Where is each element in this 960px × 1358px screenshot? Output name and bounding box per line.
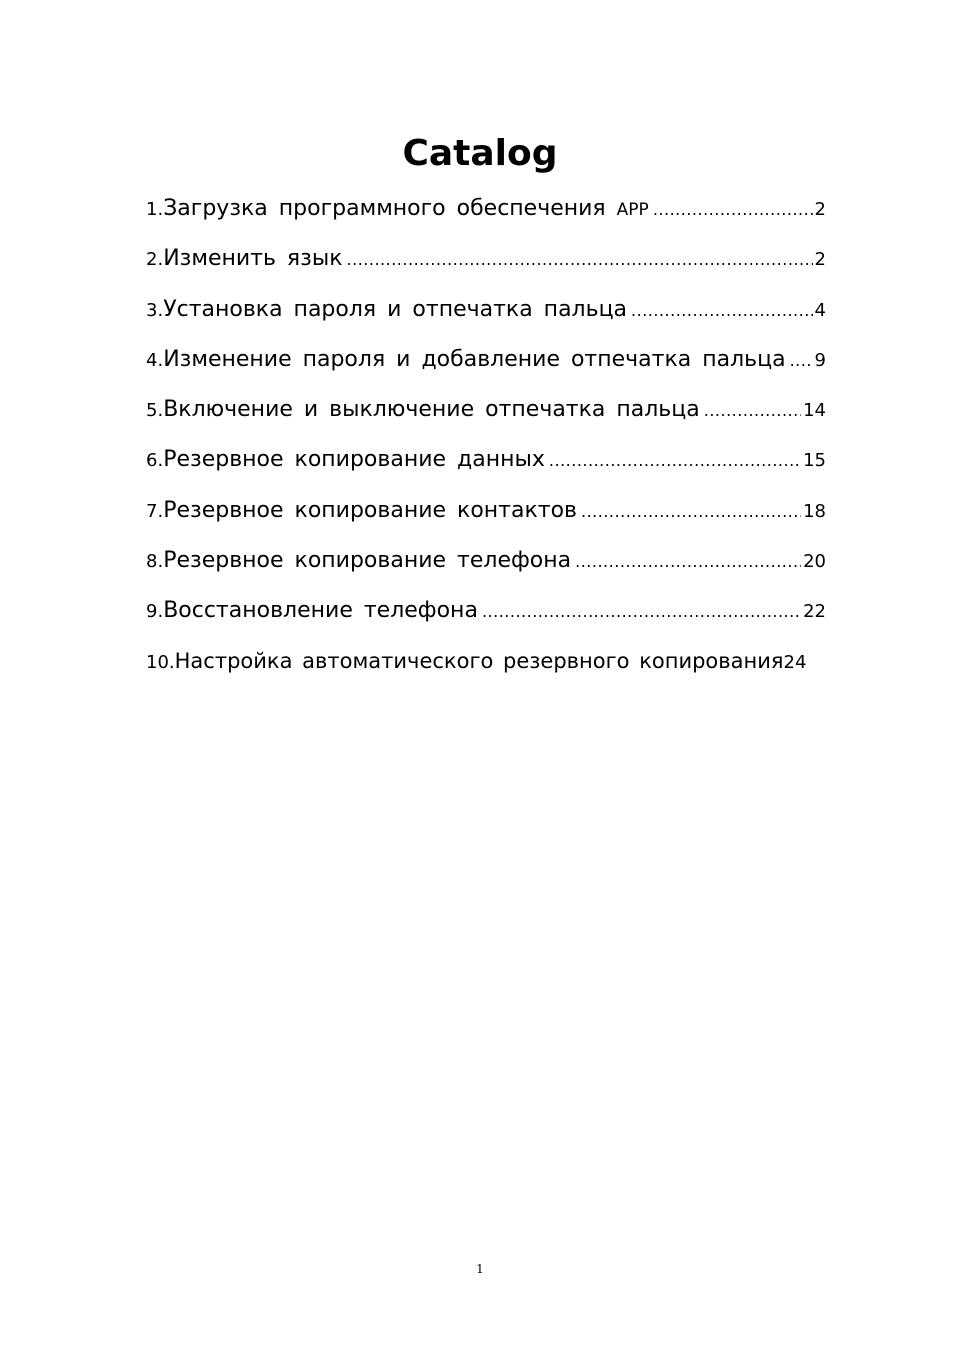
toc-leader-dots xyxy=(631,301,813,320)
toc-leader-dots xyxy=(653,200,813,219)
toc-entry-number: 6. xyxy=(146,450,164,472)
toc-entry-page: 20 xyxy=(803,551,826,573)
toc-entry-number: 9. xyxy=(146,601,164,623)
toc-entry-page: 22 xyxy=(803,601,826,623)
toc-entry-page: 9 xyxy=(814,349,826,371)
toc-entry-page: 24 xyxy=(783,651,807,673)
toc-entry[interactable] xyxy=(146,598,826,648)
toc-leader-dots xyxy=(704,401,801,420)
toc-entry-title: Восстановление телефона xyxy=(163,598,478,624)
toc-entry[interactable] xyxy=(146,649,826,699)
toc-entry-number: 7. xyxy=(146,500,164,522)
toc-entry[interactable] xyxy=(146,196,826,246)
toc-entry-title: Загрузка программного обеспечения APP xyxy=(163,196,649,221)
toc-entry-page: 14 xyxy=(803,400,826,422)
toc-leader-dots xyxy=(575,552,801,571)
toc-entry-number: 5. xyxy=(146,400,164,422)
toc-entry-page: 15 xyxy=(803,450,826,472)
table-of-contents xyxy=(146,196,826,699)
toc-entry-title: Резервное копирование телефона xyxy=(163,548,572,574)
toc-entry-title: Изменение пароля и добавление отпечатка пальца xyxy=(163,346,786,372)
toc-entry-suffix: APP xyxy=(616,200,649,220)
toc-entry-title: Настройка автоматического резервного копирования xyxy=(174,648,784,673)
toc-entry[interactable] xyxy=(146,548,826,598)
toc-entry-number: 2. xyxy=(146,249,164,271)
toc-entry-page: 2 xyxy=(814,249,826,271)
toc-entry[interactable] xyxy=(146,246,826,296)
toc-entry-page: 2 xyxy=(814,199,826,220)
toc-entry-page: 18 xyxy=(803,500,826,522)
toc-entry-title: Включение и выключение отпечатка пальца xyxy=(163,397,700,423)
toc-entry-title: Изменить язык xyxy=(163,246,343,272)
toc-entry-number: 10. xyxy=(146,651,175,673)
toc-entry-title: Установка пароля и отпечатка пальца xyxy=(163,296,628,322)
page-number: 1 xyxy=(476,1262,484,1276)
toc-entry[interactable] xyxy=(146,397,826,447)
toc-entry-title: Резервное копирование контактов xyxy=(163,497,577,523)
toc-leader-dots xyxy=(581,502,801,521)
toc-leader-dots xyxy=(549,451,801,470)
toc-entry-number: 1. xyxy=(146,199,164,220)
toc-entry-number: 4. xyxy=(146,349,164,371)
toc-entry[interactable] xyxy=(146,347,826,397)
toc-entry-number: 3. xyxy=(146,299,164,321)
toc-entry-title: Резервное копирование данных xyxy=(163,447,545,473)
page-title: Catalog xyxy=(402,133,558,174)
toc-entry-page: 4 xyxy=(814,299,826,321)
toc-leader-dots xyxy=(790,351,813,370)
toc-leader-dots xyxy=(347,250,813,269)
toc-entry[interactable] xyxy=(146,447,826,497)
toc-entry-number: 8. xyxy=(146,551,164,573)
toc-leader-dots xyxy=(482,602,801,621)
toc-entry[interactable] xyxy=(146,498,826,548)
toc-entry[interactable] xyxy=(146,297,826,347)
